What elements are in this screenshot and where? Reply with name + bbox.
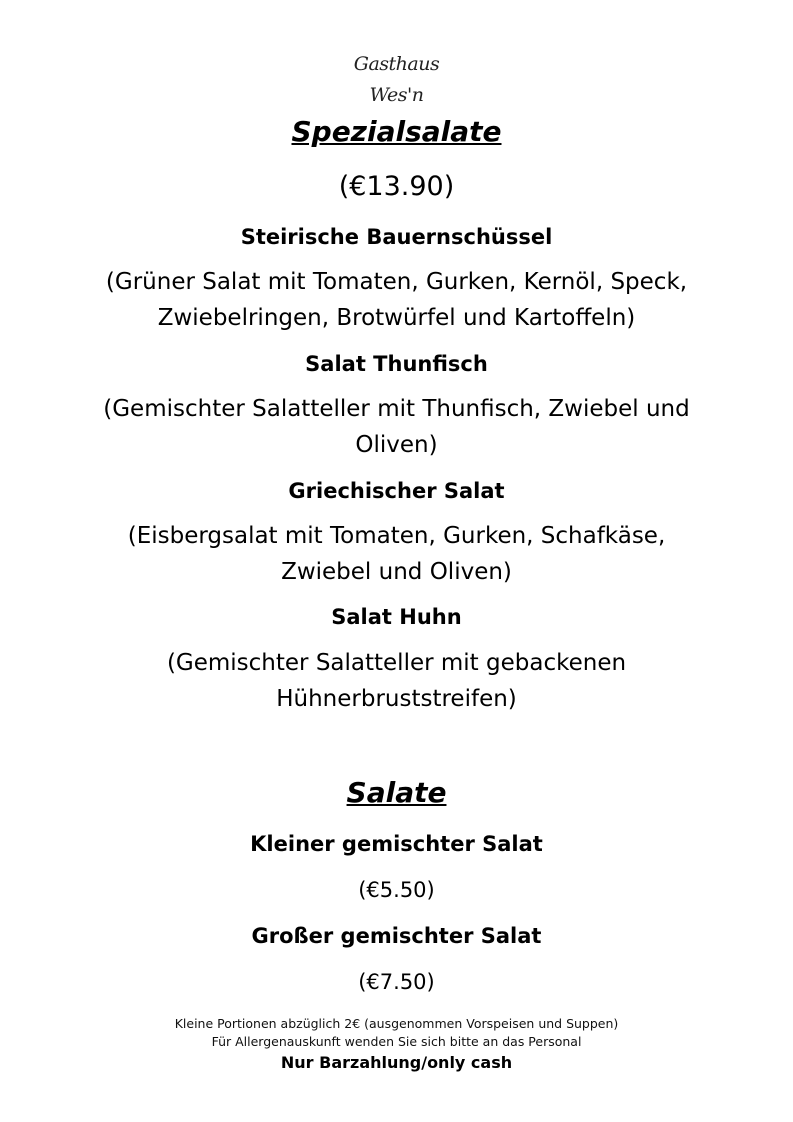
item-description-line: (Gemischter Salatteller mit gebackenen (166, 650, 627, 676)
footer-note-allergens: Für Allergenauskunft wenden Sie sich bitte an das Personal (211, 1034, 582, 1049)
special-price: (€13.90) (338, 171, 455, 202)
item-name: Großer gemischter Salat (251, 924, 542, 948)
item-description-line: Zwiebelringen, Brotwürfel und Kartoffeln) (157, 305, 636, 331)
item-name: Kleiner gemischter Salat (250, 832, 543, 856)
item-description-line: (Gemischter Salatteller mit Thunfisch, Zwiebel und (103, 396, 690, 422)
item-price: (€7.50) (358, 970, 435, 994)
item-name: Salat Thunfisch (305, 352, 488, 376)
footer-cash-only: Nur Barzahlung/only cash (280, 1053, 513, 1072)
footer-note-portions: Kleine Portionen abzüglich 2€ (ausgenommen Vorspeisen und Suppen) (174, 1016, 619, 1031)
logo-line-2: Wes'n (369, 84, 424, 106)
item-name: Salat Huhn (331, 605, 462, 629)
item-description-line: Zwiebel und Oliven) (281, 559, 512, 585)
item-price: (€5.50) (358, 878, 435, 902)
section-title-salate: Salate (346, 776, 447, 809)
item-description-line: (Grüner Salat mit Tomaten, Gurken, Kernöl, Speck, (105, 269, 688, 295)
logo-line-1: Gasthaus (353, 53, 440, 75)
item-description-line: Hühnerbruststreifen) (276, 686, 517, 712)
item-description-line: Oliven) (355, 432, 438, 458)
item-name: Griechischer Salat (288, 479, 505, 503)
section-title-spezialsalate: Spezialsalate (291, 115, 502, 148)
item-description-line: (Eisbergsalat mit Tomaten, Gurken, Schafkäse, (127, 523, 666, 549)
item-name: Steirische Bauernschüssel (240, 225, 553, 249)
